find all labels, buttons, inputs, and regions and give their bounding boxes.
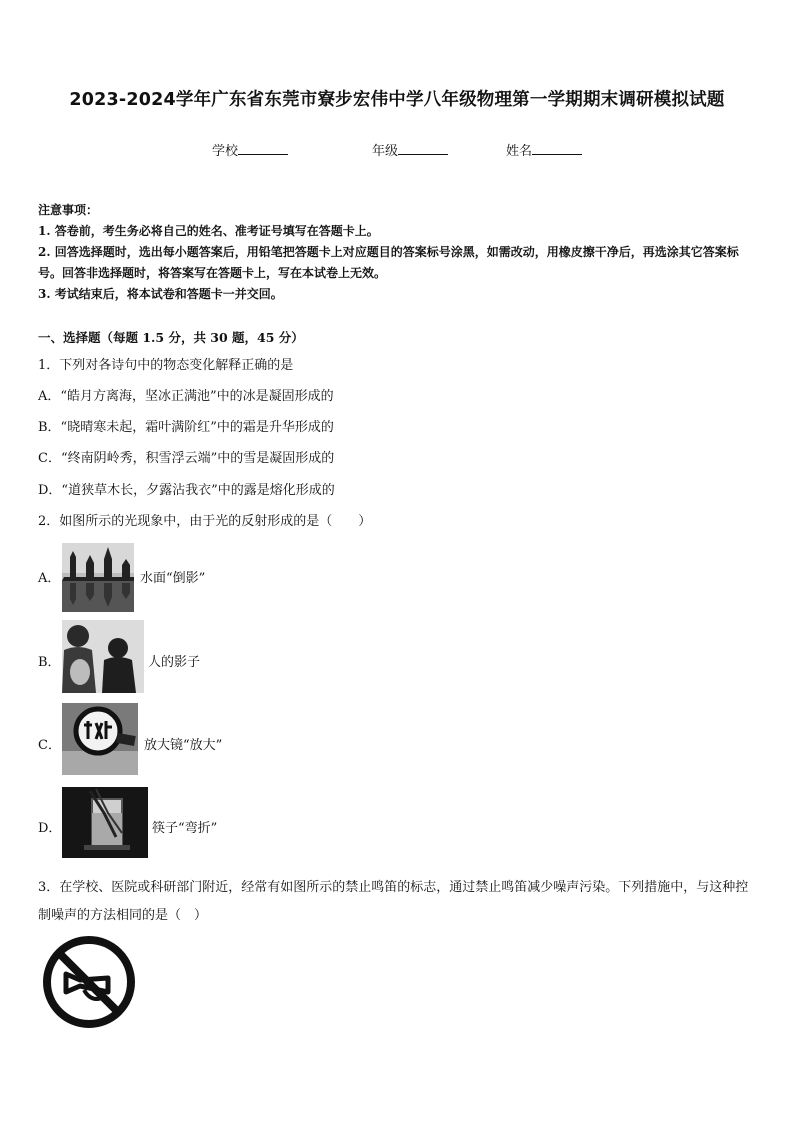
question-2-stem: 2．如图所示的光现象中，由于光的反射形成的是（ ） — [38, 514, 372, 529]
name-label: 姓名 — [506, 144, 533, 159]
shadow-photo — [62, 620, 144, 693]
notes-block — [38, 200, 758, 305]
chopsticks-photo — [62, 787, 148, 858]
question-2-letter-b: B． — [38, 655, 61, 670]
note-item-1: 1. 答卷前，考生务必将自己的姓名、准考证号填写在答题卡上。 — [38, 224, 379, 238]
school-blank — [238, 142, 288, 155]
school-label: 学校 — [212, 144, 239, 159]
question-1-option-c: C．“终南阴岭秀，积雪浮云端”中的雪是凝固形成的 — [38, 451, 335, 466]
question-1-option-b: B．“晓晴寒未起，霜叶满阶红”中的霜是升华形成的 — [38, 420, 334, 435]
name-blank — [532, 142, 582, 155]
reflection-photo — [62, 543, 134, 612]
note-item-2: 2. 回答选择题时，选出每小题答案后，用铅笔把答题卡上对应题目的答案标号涂黑，如需改动，用橡皮擦干净后，再选涂其它答案标号。回答非选择题时，将答案写在答题卡上，写在本试卷上无效。 — [38, 245, 739, 280]
grade-label: 年级 — [372, 144, 399, 159]
question-2-caption-d: 筷子“弯折” — [152, 821, 218, 836]
question-3-stem: 3．在学校、医院或科研部门附近，经常有如图所示的禁止鸣笛的标志，通过禁止鸣笛减少噪声污染。下列措施中，与这种控制噪声的方法相同的是（ ） — [38, 880, 749, 923]
grade-field — [372, 140, 448, 159]
question-2-caption-c: 放大镜“放大” — [144, 738, 223, 753]
question-2-letter-d: D． — [38, 821, 62, 836]
magnifier-photo — [62, 703, 138, 775]
page-title: 2023-2024学年广东省东莞市寮步宏伟中学八年级物理第一学期期末调研模拟试题 — [69, 90, 725, 110]
name-field — [506, 140, 582, 159]
grade-blank — [398, 142, 448, 155]
section-heading: 一、选择题（每题 1.5 分，共 30 题，45 分） — [38, 330, 304, 345]
question-1-option-d: D．“道狭草木长，夕露沾我衣”中的露是熔化形成的 — [38, 483, 335, 498]
question-2-letter-a: A． — [38, 571, 61, 586]
question-2-letter-c: C． — [38, 738, 61, 753]
notes-heading: 注意事项： — [38, 203, 99, 217]
question-1-option-a: A．“皓月方离海，坚冰正满池”中的冰是凝固形成的 — [38, 389, 334, 404]
no-horn-sign-icon — [40, 934, 138, 1030]
question-2-caption-a: 水面“倒影” — [140, 571, 206, 586]
note-item-3: 3. 考试结束后，将本试卷和答题卡一并交回。 — [38, 287, 283, 301]
question-2-caption-b: 人的影子 — [148, 655, 201, 670]
question-1-stem: 1．下列对各诗句中的物态变化解释正确的是 — [38, 358, 294, 373]
school-field — [212, 140, 288, 159]
